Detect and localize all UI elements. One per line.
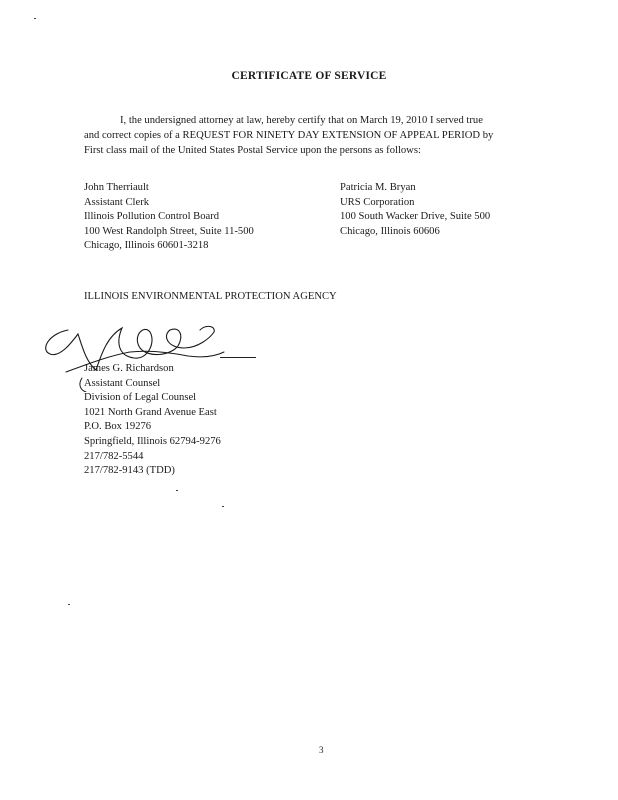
address-line: 100 South Wacker Drive, Suite 500: [340, 211, 491, 223]
scan-speck: [176, 490, 178, 491]
scan-speck: [34, 18, 36, 19]
scan-speck: [68, 604, 70, 605]
signer-line: 217/782-5544: [84, 450, 144, 462]
signer-line: P.O. Box 19276: [84, 421, 152, 433]
address-line: Assistant Clerk: [84, 196, 150, 208]
recipient-address-right: [340, 181, 490, 239]
address-line: URS Corporation: [340, 196, 415, 208]
scan-speck: [222, 506, 224, 507]
signer-line: Assistant Counsel: [84, 377, 161, 389]
certification-paragraph: [84, 113, 560, 158]
document-title: CERTIFICATE OF SERVICE: [231, 70, 387, 82]
address-line: John Therriault: [84, 182, 149, 193]
address-line: Chicago, Illinois 60601-3218: [84, 240, 209, 252]
page-number: 3: [319, 745, 324, 755]
signer-line: Division of Legal Counsel: [84, 392, 197, 404]
paragraph-line: I, the undersigned attorney at law, hereby certify that on March 19, 2010 I served true: [120, 115, 483, 126]
agency-name: ILLINOIS ENVIRONMENTAL PROTECTION AGENCY: [84, 291, 337, 302]
signer-line: Springfield, Illinois 62794-9276: [84, 435, 221, 447]
signer-line: 217/782-9143 (TDD): [84, 465, 175, 477]
signer-block: [84, 362, 221, 479]
paragraph-line: and correct copies of a REQUEST FOR NINETY DAY EXTENSION OF APPEAL PERIOD by: [84, 130, 494, 141]
signer-line: 1021 North Grand Avenue East: [84, 406, 217, 418]
signature-line: [220, 357, 256, 358]
recipient-address-left: [84, 181, 254, 254]
address-line: Patricia M. Bryan: [340, 182, 416, 193]
address-line: Chicago, Illinois 60606: [340, 225, 440, 237]
signer-line: James G. Richardson: [84, 363, 174, 374]
address-line: 100 West Randolph Street, Suite 11-500: [84, 225, 254, 237]
address-line: Illinois Pollution Control Board: [84, 211, 220, 223]
paragraph-line: First class mail of the United States Postal Service upon the persons as follows:: [84, 145, 421, 156]
